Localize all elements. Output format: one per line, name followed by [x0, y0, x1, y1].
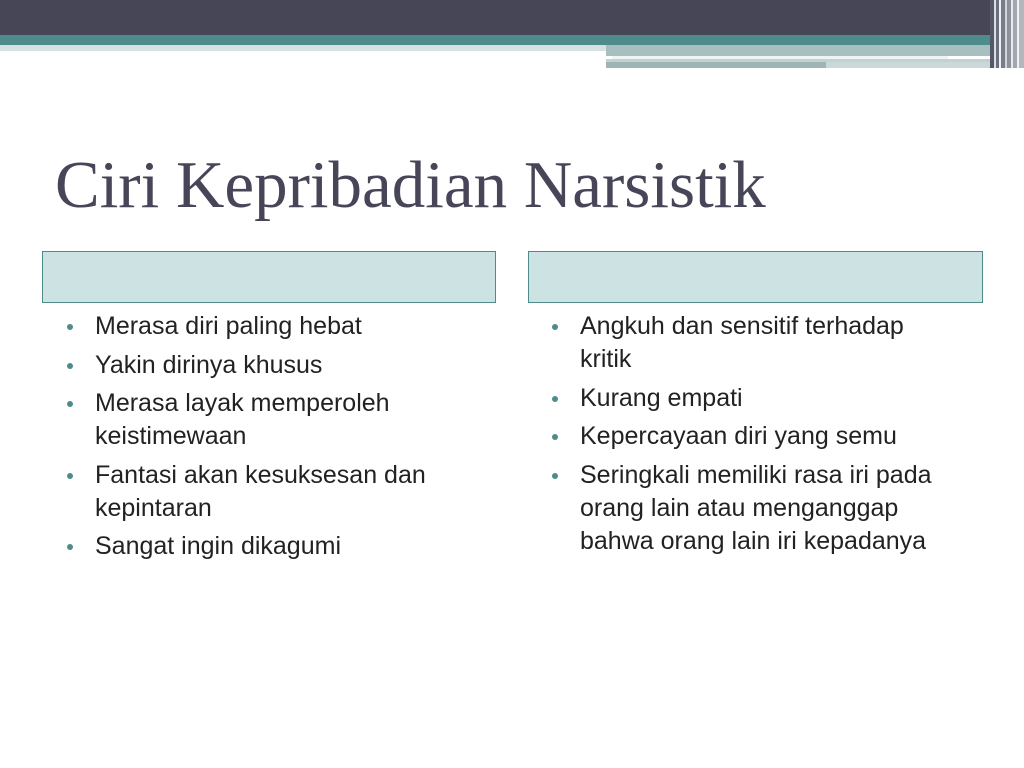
- bullet-dot-icon: [552, 473, 558, 479]
- bullet-item-text: Fantasi akan kesuksesan dan: [95, 460, 426, 489]
- bullet-item: [580, 310, 932, 376]
- bullet-item: [580, 382, 932, 415]
- bullet-item: [580, 420, 932, 453]
- top-teal-band: [0, 35, 990, 45]
- top-light-strip: [0, 45, 606, 51]
- bullet-item-text: bahwa orang lain iri kepadanya: [580, 526, 927, 555]
- bullet-item-text: kritik: [580, 345, 632, 373]
- bullet-item-text: Merasa diri paling hebat: [95, 312, 362, 340]
- top-right-edge-stripes: [990, 0, 1024, 68]
- bullet-dot-icon: [67, 324, 73, 330]
- bullet-item: [95, 530, 426, 563]
- bullet-item: [580, 459, 932, 558]
- bullet-item-text: keistimewaan: [95, 422, 247, 450]
- top-dark-band: [0, 0, 990, 35]
- top-right-strip-light: [826, 62, 990, 68]
- bullet-item: [95, 387, 426, 453]
- right-column-header-box: [528, 251, 983, 303]
- bullet-dot-icon: [67, 473, 73, 479]
- bullet-item-text: Kurang empati: [580, 383, 743, 412]
- bullet-dot-icon: [552, 396, 558, 402]
- bullet-item-text: orang lain atau menganggap: [580, 493, 899, 522]
- bullet-item-text: Merasa layak memperoleh: [95, 389, 390, 417]
- bullet-item-text: Sangat ingin dikagumi: [95, 532, 341, 560]
- bullet-item-text: Kepercayaan diri yang semu: [580, 422, 897, 450]
- bullet-dot-icon: [552, 324, 558, 330]
- bullet-item-text: Angkuh dan sensitif terhadap: [580, 312, 904, 340]
- bullet-item-text: kepintaran: [95, 493, 212, 522]
- bullet-dot-icon: [552, 434, 558, 440]
- bullet-item: [95, 310, 426, 343]
- right-bullet-list: [580, 310, 932, 563]
- bullet-dot-icon: [67, 544, 73, 550]
- bullet-item: [95, 459, 426, 525]
- bullet-item: [95, 349, 426, 382]
- bullet-dot-icon: [67, 401, 73, 407]
- bullet-item-text: Seringkali memiliki rasa iri pada: [580, 460, 932, 489]
- left-bullet-list: [95, 310, 426, 569]
- top-right-strip-dark: [606, 62, 826, 68]
- bullet-item-text: Yakin dirinya khusus: [95, 350, 323, 379]
- top-right-band: [606, 45, 990, 56]
- bullet-dot-icon: [67, 363, 73, 369]
- left-column-header-box: [42, 251, 496, 303]
- slide-title: Ciri Kepribadian Narsistik: [55, 148, 766, 222]
